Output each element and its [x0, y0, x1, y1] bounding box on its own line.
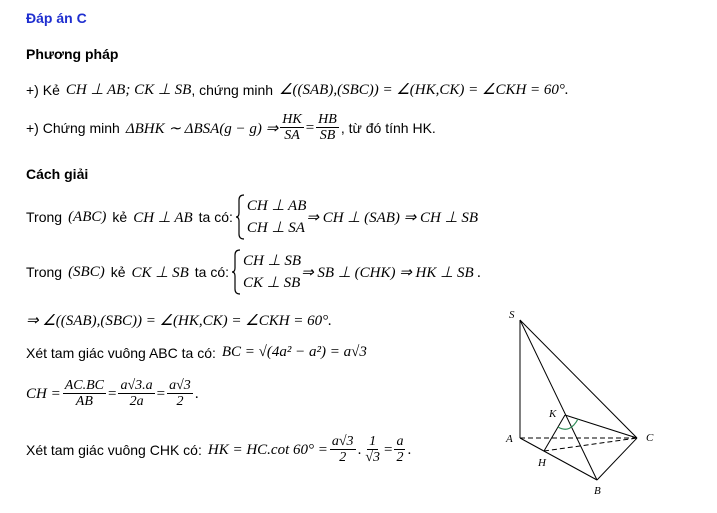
method-line1-expr2: ∠((SAB),(SBC)) = ∠(HK,CK) = ∠CKH = 60°.	[279, 82, 569, 98]
system-brace	[231, 249, 241, 295]
solution-step-2: Trong (SBC) kẻ CK ⊥ SB ta có: CH ⊥ SB CK ⊥ SB ⇒ SB ⊥ (CHK) ⇒ HK ⊥ SB .	[26, 249, 481, 295]
solution-step-5: CH = $\frac{AC.BC}{AB}$ = $\frac{a√3.a}{2a}$ = $\frac{a√3}{2}$ .	[26, 378, 199, 409]
label-k: K	[549, 408, 557, 420]
step2-result: ⇒ SB ⊥ (CHK) ⇒ HK ⊥ SB .	[301, 264, 482, 281]
method-line1-mid: , chứng minh	[191, 81, 274, 98]
segment-kh	[544, 415, 565, 451]
method-line2-expr: ΔBHK ∼ ΔBSA(g − g) ⇒	[125, 120, 279, 137]
label-c: C	[646, 432, 654, 444]
edge-sc	[520, 320, 637, 438]
method-line2-prefix: +) Chứng minh	[26, 120, 120, 136]
fraction-hk-2: $\frac{1}{√3}$	[365, 434, 380, 465]
solution-step-3: ⇒ ∠((SAB),(SBC)) = ∠(HK,CK) = ∠CKH = 60°.	[26, 313, 332, 329]
method-line-2: +) Chứng minh ΔBHK ∼ ΔBSA(g − g) ⇒ $\frac{HK}{SA}$ = $\frac{HB}{SB}$ , từ đó tính HK.	[26, 112, 436, 143]
system-1: CH ⊥ AB CH ⊥ SA	[246, 198, 307, 236]
method-line2-suffix: , từ đó tính HK.	[340, 120, 436, 136]
label-h: H	[538, 457, 546, 469]
solution-step-1: Trong (ABC) kẻ CH ⊥ AB ta có: CH ⊥ AB CH ⊥ SA ⇒ CH ⊥ (SAB) ⇒ CH ⊥ SB	[26, 194, 478, 240]
fraction-a3a-2a: $\frac{a√3.a}{2a}$	[120, 378, 153, 409]
edge-ab	[520, 438, 597, 480]
step1-result: ⇒ CH ⊥ (SAB) ⇒ CH ⊥ SB	[306, 209, 479, 226]
fraction-ac-bc-ab: $\frac{AC.BC}{AB}$	[64, 378, 104, 409]
fraction-a3-2: $\frac{a√3}{2}$	[169, 378, 191, 409]
solution-step-4: Xét tam giác vuông ABC ta có: BC = √(4a² − a²) = a√3	[26, 344, 367, 361]
method-heading: Phương pháp	[26, 46, 119, 62]
label-b: B	[594, 485, 601, 497]
solution-heading: Cách giải	[26, 166, 89, 182]
pyramid-figure	[492, 300, 672, 505]
method-line-1	[26, 80, 569, 99]
edge-sb	[520, 320, 597, 480]
edge-bc	[597, 438, 637, 480]
method-line1-expr1: CH ⊥ AB; CK ⊥ SB	[65, 82, 192, 98]
solution-step-6: Xét tam giác vuông CHK có: HK = HC.cot 60° = $\frac{a√3}{2}$ . $\frac{1}{√3}$ = $\frac{a}{2}$ .	[26, 434, 412, 465]
fraction-hk-1: $\frac{a√3}{2}$	[331, 434, 354, 465]
system-brace	[235, 194, 245, 240]
fraction-hk-3: $\frac{a}{2}$	[396, 434, 404, 465]
method-fraction-hk-sa: $\frac{HK}{SA}$	[282, 112, 302, 143]
label-a: A	[506, 433, 513, 445]
answer-heading: Đáp án C	[26, 10, 87, 26]
method-line1-prefix: +) Kẻ	[26, 81, 60, 98]
method-fraction-hb-sb: $\frac{HB}{SB}$	[318, 112, 337, 143]
label-s: S	[509, 309, 515, 321]
segment-hc-hidden	[544, 438, 637, 451]
system-2: CH ⊥ SB CK ⊥ SB	[243, 253, 302, 291]
